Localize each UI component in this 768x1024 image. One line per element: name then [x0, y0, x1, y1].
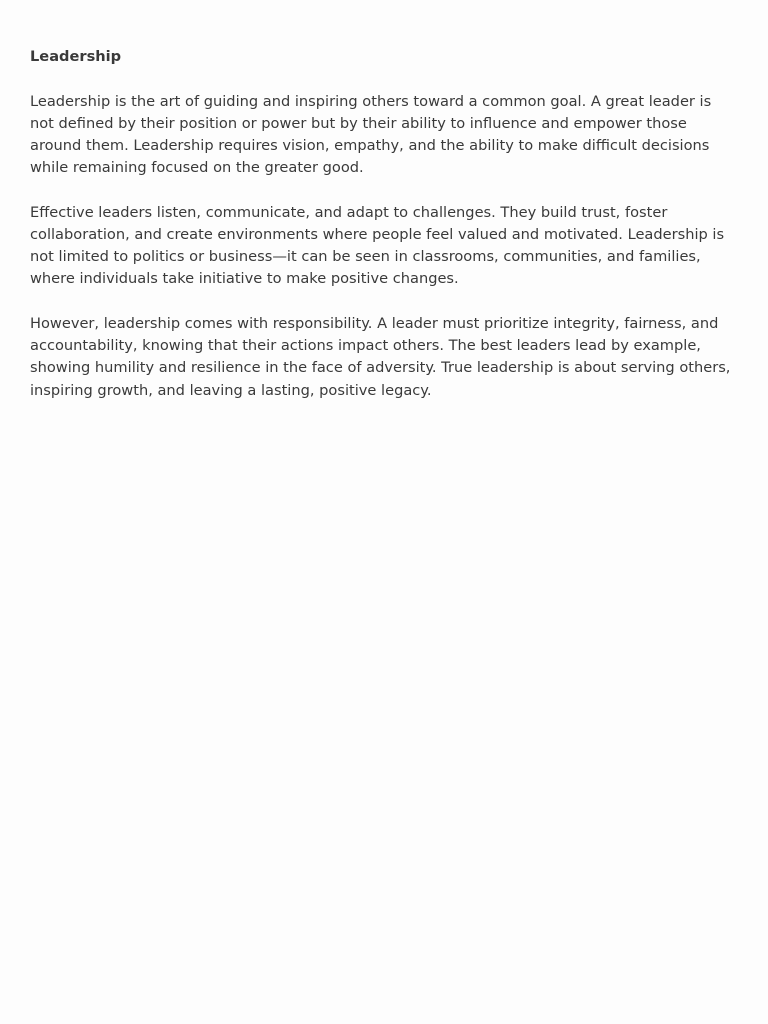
- document-title: Leadership: [30, 48, 122, 65]
- paragraph-3: However, leadership comes with responsibility. A leader must prioritize integrity, fairness, and accountability, knowing that their actions impact others. The best leaders lead by example, showing humility and resilience in the face of adversity. True leadership is about serving others, inspiring growth, and leaving a lasting, positive legacy.: [30, 315, 731, 399]
- paragraph-2: Effective leaders listen, communicate, and adapt to challenges. They build trust, foster collaboration, and create environments where people feel valued and motivated. Leadership is not limited to politics or business—it can be seen in classrooms, communities, and families, where individuals take initiative to make positive changes.: [30, 203, 725, 288]
- paragraph-1: Leadership is the art of guiding and inspiring others toward a common goal. A great leader is not defined by their position or power but by their ability to influence and empower those around them. Leadership requires vision, empathy, and the ability to make difficult decisions while remaining focused on the greater good.: [30, 92, 712, 177]
